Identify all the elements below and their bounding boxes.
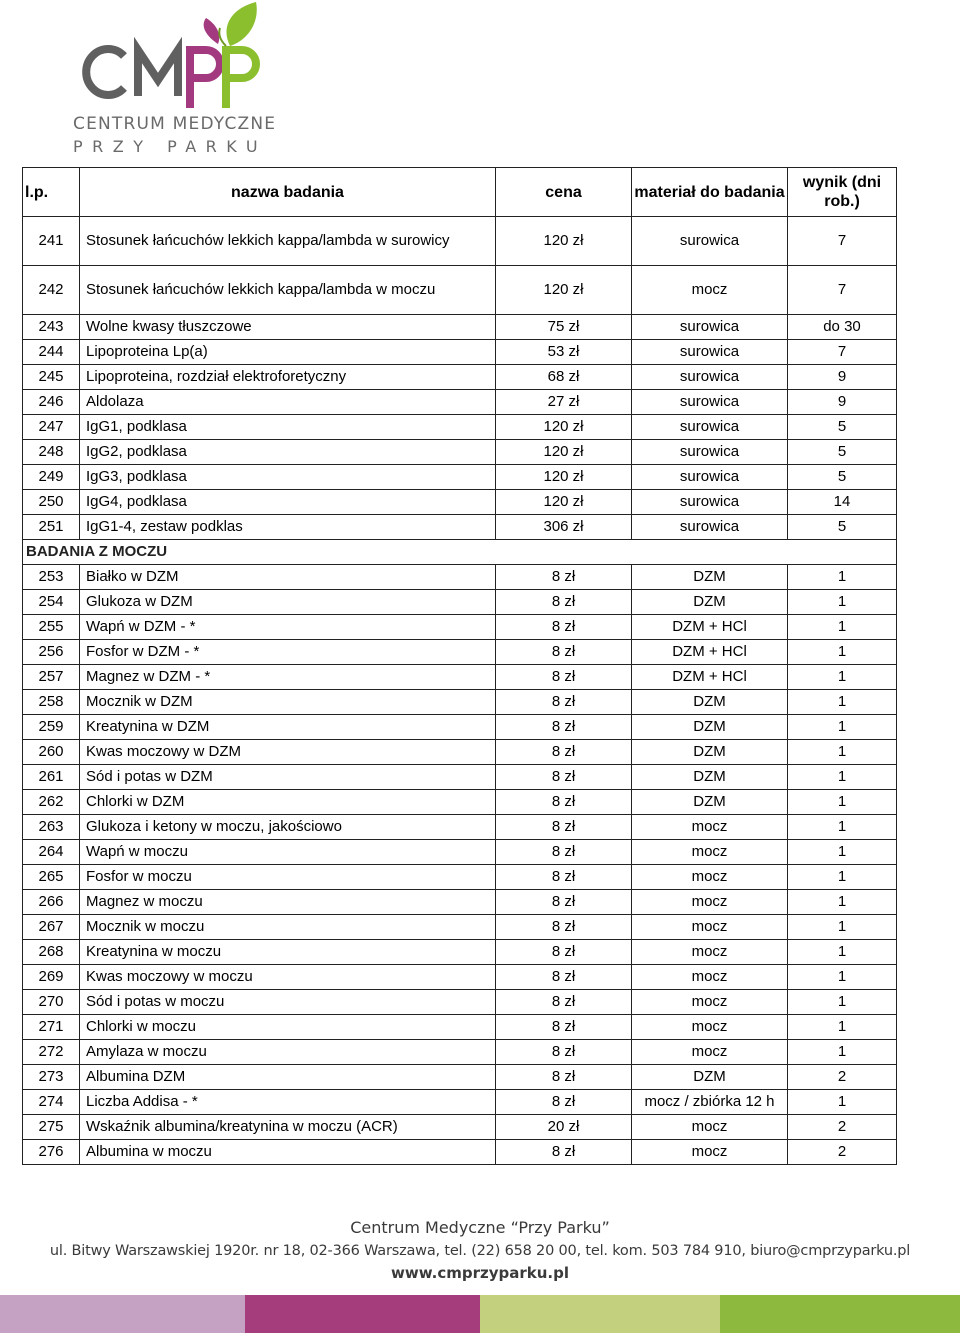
- cell-price: 120 zł: [496, 217, 632, 266]
- cell-lp: 256: [23, 640, 80, 665]
- cell-lp: 267: [23, 915, 80, 940]
- cell-result-days: 1: [788, 1015, 897, 1040]
- cell-result-days: 2: [788, 1115, 897, 1140]
- cell-price: 8 zł: [496, 615, 632, 640]
- cell-material: mocz: [632, 990, 788, 1015]
- cell-result-days: 5: [788, 440, 897, 465]
- cell-test-name: Albumina DZM: [80, 1065, 496, 1090]
- cell-material: mocz / zbiórka 12 h: [632, 1090, 788, 1115]
- cell-test-name: Amylaza w moczu: [80, 1040, 496, 1065]
- cell-result-days: 7: [788, 217, 897, 266]
- cell-result-days: 1: [788, 890, 897, 915]
- table-row: [23, 790, 897, 815]
- cell-price: 8 zł: [496, 765, 632, 790]
- cell-test-name: IgG4, podklasa: [80, 490, 496, 515]
- cell-test-name: Sód i potas w DZM: [80, 765, 496, 790]
- cell-lp: 242: [23, 266, 80, 315]
- cell-material: surowica: [632, 515, 788, 540]
- cell-lp: 249: [23, 465, 80, 490]
- cell-lp: 253: [23, 565, 80, 590]
- cell-lp: 248: [23, 440, 80, 465]
- cell-lp: 244: [23, 340, 80, 365]
- cell-lp: 265: [23, 865, 80, 890]
- table-row: [23, 315, 897, 340]
- table-row: [23, 515, 897, 540]
- table-row: [23, 217, 897, 266]
- cell-test-name: IgG1-4, zestaw podklas: [80, 515, 496, 540]
- cell-material: DZM: [632, 765, 788, 790]
- cell-price: 8 zł: [496, 690, 632, 715]
- cell-test-name: Fosfor w moczu: [80, 865, 496, 890]
- cell-price: 8 zł: [496, 740, 632, 765]
- cell-test-name: Liczba Addisa - *: [80, 1090, 496, 1115]
- cell-material: mocz: [632, 965, 788, 990]
- cell-lp: 247: [23, 415, 80, 440]
- logo-mark: [70, 0, 290, 112]
- cell-price: 8 zł: [496, 915, 632, 940]
- table-row: [23, 465, 897, 490]
- cell-price: 53 zł: [496, 340, 632, 365]
- cell-material: surowica: [632, 315, 788, 340]
- cell-test-name: Magnez w DZM - *: [80, 665, 496, 690]
- cell-price: 8 zł: [496, 640, 632, 665]
- cell-result-days: 9: [788, 365, 897, 390]
- table-row: [23, 1040, 897, 1065]
- cell-material: DZM: [632, 1065, 788, 1090]
- section-heading: BADANIA Z MOCZU: [23, 540, 897, 565]
- cell-result-days: 1: [788, 940, 897, 965]
- cell-material: DZM + HCl: [632, 640, 788, 665]
- table-row: [23, 715, 897, 740]
- table-row: [23, 765, 897, 790]
- table-row: [23, 590, 897, 615]
- table-row: [23, 990, 897, 1015]
- table-row: [23, 266, 897, 315]
- cell-result-days: 1: [788, 690, 897, 715]
- cell-material: DZM: [632, 715, 788, 740]
- cell-price: 68 zł: [496, 365, 632, 390]
- cell-price: 75 zł: [496, 315, 632, 340]
- cell-material: surowica: [632, 440, 788, 465]
- table-row: [23, 1015, 897, 1040]
- cell-result-days: 1: [788, 1040, 897, 1065]
- cell-test-name: Chlorki w moczu: [80, 1015, 496, 1040]
- cell-material: mocz: [632, 815, 788, 840]
- cell-price: 8 zł: [496, 665, 632, 690]
- cell-result-days: 1: [788, 990, 897, 1015]
- color-bar-segment: [0, 1295, 245, 1333]
- cell-lp: 262: [23, 790, 80, 815]
- cell-lp: 246: [23, 390, 80, 415]
- table-row: [23, 940, 897, 965]
- cell-material: mocz: [632, 890, 788, 915]
- logo: [70, 0, 290, 160]
- cell-test-name: Lipoproteina, rozdział elektroforetyczny: [80, 365, 496, 390]
- cell-price: 8 zł: [496, 1090, 632, 1115]
- cell-lp: 266: [23, 890, 80, 915]
- cell-test-name: Białko w DZM: [80, 565, 496, 590]
- cell-result-days: 1: [788, 590, 897, 615]
- cell-result-days: 7: [788, 340, 897, 365]
- cell-price: 120 zł: [496, 266, 632, 315]
- cell-result-days: 2: [788, 1140, 897, 1165]
- cell-price: 8 zł: [496, 840, 632, 865]
- cell-result-days: 1: [788, 865, 897, 890]
- logo-text-line1: CENTRUM MEDYCZNE: [73, 114, 277, 134]
- cell-price: 8 zł: [496, 940, 632, 965]
- cell-price: 8 zł: [496, 1040, 632, 1065]
- cell-price: 120 zł: [496, 440, 632, 465]
- section-row: [23, 540, 897, 565]
- cell-price: 8 zł: [496, 815, 632, 840]
- cell-result-days: 1: [788, 840, 897, 865]
- cell-material: DZM + HCl: [632, 665, 788, 690]
- table-row: [23, 365, 897, 390]
- footer-website: www.cmprzyparku.pl: [391, 1264, 569, 1282]
- color-bar-segment: [245, 1295, 480, 1333]
- cell-material: mocz: [632, 940, 788, 965]
- cell-material: mocz: [632, 1140, 788, 1165]
- cell-test-name: Sód i potas w moczu: [80, 990, 496, 1015]
- cell-price: 8 zł: [496, 990, 632, 1015]
- cell-material: surowica: [632, 217, 788, 266]
- cell-material: mocz: [632, 1115, 788, 1140]
- cell-result-days: 1: [788, 765, 897, 790]
- cell-lp: 273: [23, 1065, 80, 1090]
- cell-material: surowica: [632, 390, 788, 415]
- cell-lp: 255: [23, 615, 80, 640]
- cell-material: mocz: [632, 266, 788, 315]
- table-row: [23, 390, 897, 415]
- cell-result-days: 7: [788, 266, 897, 315]
- cell-lp: 243: [23, 315, 80, 340]
- cell-result-days: do 30: [788, 315, 897, 340]
- footer-color-bar: [0, 1295, 960, 1333]
- table-row: [23, 915, 897, 940]
- cell-price: 120 zł: [496, 415, 632, 440]
- footer: [0, 1214, 960, 1285]
- cell-result-days: 5: [788, 465, 897, 490]
- column-header-result: [788, 168, 897, 217]
- column-header-result-text: wynik (dni rob.): [802, 174, 882, 210]
- table-row: [23, 740, 897, 765]
- cell-test-name: Lipoproteina Lp(a): [80, 340, 496, 365]
- cell-material: mocz: [632, 915, 788, 940]
- cell-price: 8 zł: [496, 1015, 632, 1040]
- cell-lp: 250: [23, 490, 80, 515]
- cell-test-name: Kwas moczowy w moczu: [80, 965, 496, 990]
- cell-result-days: 1: [788, 915, 897, 940]
- cell-material: mocz: [632, 840, 788, 865]
- table-row: [23, 965, 897, 990]
- cell-lp: 251: [23, 515, 80, 540]
- cell-lp: 260: [23, 740, 80, 765]
- cell-test-name: Wskaźnik albumina/kreatynina w moczu (ACR): [80, 1115, 496, 1140]
- table-row: [23, 440, 897, 465]
- table-row: [23, 415, 897, 440]
- column-header-price: cena: [496, 168, 632, 217]
- cell-test-name: IgG1, podklasa: [80, 415, 496, 440]
- cell-material: DZM: [632, 790, 788, 815]
- cell-test-name: Albumina w moczu: [80, 1140, 496, 1165]
- table-row: [23, 1065, 897, 1090]
- cell-result-days: 1: [788, 565, 897, 590]
- cell-test-name: Kreatynina w DZM: [80, 715, 496, 740]
- cell-material: mocz: [632, 1040, 788, 1065]
- cell-lp: 258: [23, 690, 80, 715]
- cell-test-name: IgG2, podklasa: [80, 440, 496, 465]
- cell-lp: 254: [23, 590, 80, 615]
- cell-test-name: Glukoza w DZM: [80, 590, 496, 615]
- cell-material: mocz: [632, 1015, 788, 1040]
- cell-price: 27 zł: [496, 390, 632, 415]
- cell-test-name: Chlorki w DZM: [80, 790, 496, 815]
- cell-material: surowica: [632, 490, 788, 515]
- cell-test-name: IgG3, podklasa: [80, 465, 496, 490]
- column-header-material: materiał do badania: [632, 168, 788, 217]
- cell-lp: 259: [23, 715, 80, 740]
- table-row: [23, 840, 897, 865]
- footer-company-name: Centrum Medyczne “Przy Parku”: [350, 1218, 610, 1237]
- cell-result-days: 5: [788, 415, 897, 440]
- cell-price: 8 zł: [496, 565, 632, 590]
- cell-result-days: 1: [788, 965, 897, 990]
- cell-test-name: Mocznik w moczu: [80, 915, 496, 940]
- cell-material: DZM: [632, 590, 788, 615]
- cell-price: 20 zł: [496, 1115, 632, 1140]
- cell-result-days: 5: [788, 515, 897, 540]
- cell-lp: 261: [23, 765, 80, 790]
- price-table: [22, 167, 897, 1165]
- cell-test-name: Fosfor w DZM - *: [80, 640, 496, 665]
- cell-test-name: Glukoza i ketony w moczu, jakościowo: [80, 815, 496, 840]
- color-bar-segment: [480, 1295, 720, 1333]
- cell-lp: 263: [23, 815, 80, 840]
- cell-lp: 257: [23, 665, 80, 690]
- cell-result-days: 2: [788, 1065, 897, 1090]
- table-row: [23, 1140, 897, 1165]
- column-header-name: nazwa badania: [80, 168, 496, 217]
- table-row: [23, 490, 897, 515]
- column-header-lp: l.p.: [23, 168, 80, 217]
- cell-price: 8 zł: [496, 965, 632, 990]
- table-header-row: [23, 168, 897, 217]
- cell-price: 8 zł: [496, 1140, 632, 1165]
- cell-test-name: Wolne kwasy tłuszczowe: [80, 315, 496, 340]
- cell-price: 306 zł: [496, 515, 632, 540]
- cell-material: DZM: [632, 690, 788, 715]
- cell-result-days: 1: [788, 715, 897, 740]
- logo-text-line2: PRZY PARKU: [73, 137, 268, 156]
- cell-result-days: 1: [788, 615, 897, 640]
- cell-lp: 268: [23, 940, 80, 965]
- cell-lp: 274: [23, 1090, 80, 1115]
- table-row: [23, 890, 897, 915]
- table-row: [23, 690, 897, 715]
- table-row: [23, 640, 897, 665]
- cell-result-days: 1: [788, 740, 897, 765]
- cell-test-name: Aldolaza: [80, 390, 496, 415]
- cell-price: 8 zł: [496, 1065, 632, 1090]
- cell-material: surowica: [632, 340, 788, 365]
- table-row: [23, 1115, 897, 1140]
- cell-price: 8 zł: [496, 715, 632, 740]
- cell-test-name: Kwas moczowy w DZM: [80, 740, 496, 765]
- table-row: [23, 815, 897, 840]
- cell-test-name: Stosunek łańcuchów lekkich kappa/lambda w moczu: [80, 266, 496, 315]
- cell-test-name: Wapń w moczu: [80, 840, 496, 865]
- cell-price: 120 zł: [496, 490, 632, 515]
- table-row: [23, 665, 897, 690]
- cell-lp: 272: [23, 1040, 80, 1065]
- table-row: [23, 1090, 897, 1115]
- cell-lp: 264: [23, 840, 80, 865]
- cell-result-days: 1: [788, 790, 897, 815]
- cell-price: 120 zł: [496, 465, 632, 490]
- cell-material: surowica: [632, 465, 788, 490]
- table-row: [23, 340, 897, 365]
- cell-material: DZM: [632, 740, 788, 765]
- cell-lp: 270: [23, 990, 80, 1015]
- cell-test-name: Wapń w DZM - *: [80, 615, 496, 640]
- cell-material: surowica: [632, 415, 788, 440]
- cell-lp: 245: [23, 365, 80, 390]
- cell-material: DZM: [632, 565, 788, 590]
- cell-material: DZM + HCl: [632, 615, 788, 640]
- cell-result-days: 1: [788, 1090, 897, 1115]
- cell-test-name: Magnez w moczu: [80, 890, 496, 915]
- cell-lp: 269: [23, 965, 80, 990]
- cell-lp: 241: [23, 217, 80, 266]
- cell-material: mocz: [632, 865, 788, 890]
- cell-price: 8 zł: [496, 865, 632, 890]
- cell-test-name: Stosunek łańcuchów lekkich kappa/lambda w surowicy: [80, 217, 496, 266]
- table-row: [23, 565, 897, 590]
- cell-price: 8 zł: [496, 590, 632, 615]
- cell-result-days: 1: [788, 815, 897, 840]
- cell-result-days: 14: [788, 490, 897, 515]
- cell-result-days: 1: [788, 640, 897, 665]
- cell-result-days: 9: [788, 390, 897, 415]
- footer-address: ul. Bitwy Warszawskiej 1920r. nr 18, 02-366 Warszawa, tel. (22) 658 20 00, tel. kom. 503 784 910, biuro@cmprzyparku.pl: [49, 1243, 911, 1259]
- cell-test-name: Kreatynina w moczu: [80, 940, 496, 965]
- color-bar-segment: [720, 1295, 960, 1333]
- table-row: [23, 865, 897, 890]
- cell-material: surowica: [632, 365, 788, 390]
- cell-test-name: Mocznik w DZM: [80, 690, 496, 715]
- cell-price: 8 zł: [496, 890, 632, 915]
- cell-lp: 276: [23, 1140, 80, 1165]
- cell-lp: 275: [23, 1115, 80, 1140]
- cell-result-days: 1: [788, 665, 897, 690]
- table-row: [23, 615, 897, 640]
- cell-lp: 271: [23, 1015, 80, 1040]
- cell-price: 8 zł: [496, 790, 632, 815]
